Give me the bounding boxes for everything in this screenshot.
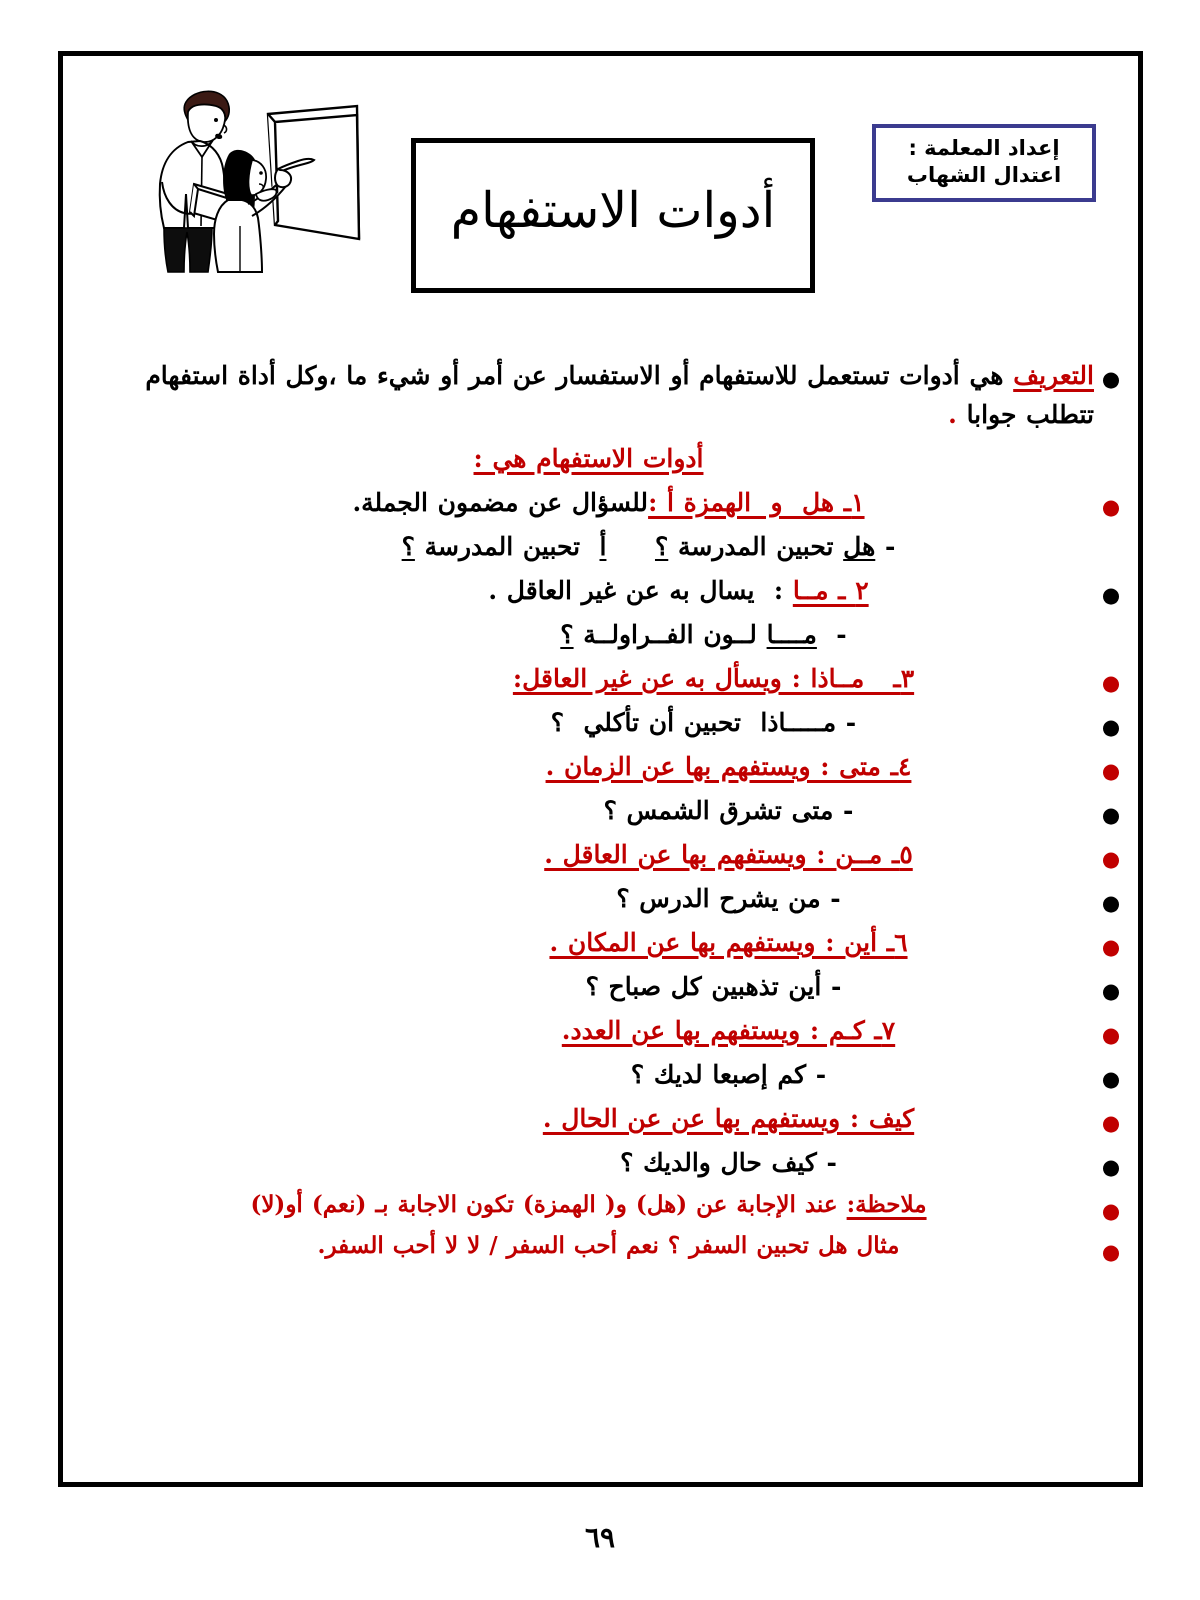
text-segment: - كم إصبعا لديك ؟ (630, 1060, 827, 1089)
text-segment: ٧ـ كـم : ويستفهم بها عن العدد. (561, 1016, 896, 1045)
lesson-line-text (83, 836, 1094, 874)
text-segment: . (948, 400, 957, 429)
text-segment: أ (599, 532, 607, 561)
text-segment: كيف : ويستفهم بها عن عن الحال . (542, 1104, 915, 1133)
lesson-line-tools-heading (63, 440, 1138, 478)
text-segment: لــون الفــراولــة (573, 620, 767, 649)
text-segment: مثال هل تحبين السفر ؟ نعم أحب السفر / لا لا أحب السفر. (317, 1231, 900, 1259)
lesson-line-text (83, 1056, 1094, 1094)
bullet-icon: ● (1101, 1199, 1121, 1223)
author-label: إعداد المعلمة : (908, 136, 1060, 160)
title-box (411, 138, 815, 293)
bullet-icon: ● (1101, 1023, 1121, 1047)
lesson-line-text (83, 1100, 1094, 1138)
text-segment: - (816, 620, 847, 649)
text-segment: ؟ (401, 532, 415, 561)
document-header (63, 56, 1138, 306)
bullet-icon: ● (1101, 759, 1121, 783)
lesson-line-text (83, 440, 1094, 478)
text-segment: ٥ـ مــن : ويستفهم بها عن العاقل . (544, 840, 913, 869)
text-segment: - أين تذهبين كل صباح ؟ (585, 972, 842, 1001)
author-name: اعتدال الشهاب (906, 162, 1062, 187)
page-border-frame (58, 51, 1143, 1487)
lesson-line-example-2 (63, 616, 1138, 654)
bullet-icon: ● (1101, 671, 1121, 695)
text-segment (606, 532, 655, 561)
lesson-line-text (83, 1188, 1094, 1223)
lesson-line-text (83, 792, 1094, 830)
lesson-line-example-1 (63, 528, 1138, 566)
bullet-icon: ● (1101, 935, 1121, 959)
lesson-line-note-example (63, 1229, 1138, 1264)
text-segment: - مـــــاذا تحبين أن تأكلي ؟ (550, 708, 857, 737)
text-segment: - متى تشرق الشمس ؟ (603, 796, 854, 825)
lesson-line-text (83, 528, 1094, 566)
text-segment: : يسال به عن غير العاقل . (488, 576, 793, 605)
lesson-line-text (83, 484, 1094, 522)
text-segment: التعريف (1013, 361, 1094, 390)
author-credit-box (872, 124, 1096, 202)
lesson-line-item-4-mata (63, 748, 1138, 786)
bullet-icon: ● (1101, 891, 1121, 915)
text-segment: - (875, 532, 896, 561)
page-content (63, 56, 1138, 1482)
bullet-icon: ● (1101, 1111, 1121, 1135)
bullet-icon: ● (1101, 803, 1121, 827)
lesson-line-example-8 (63, 1144, 1138, 1182)
lesson-line-item-3-matha (63, 660, 1138, 698)
lesson-line-text (83, 616, 1094, 654)
page-number: ٦٩ (584, 1521, 616, 1554)
bullet-icon: ● (1101, 1155, 1121, 1179)
text-segment: ٣ـ مــاذا : ويسأل به عن غير العاقل: (512, 664, 915, 693)
text-segment: ٢ ـ مــا (792, 576, 869, 605)
text-segment: تحبين المدرسة (414, 532, 600, 561)
lesson-line-item-1-hal-hamza (63, 484, 1138, 522)
lesson-line-text (83, 1229, 1094, 1264)
lesson-line-text (83, 748, 1094, 786)
lesson-line-note (63, 1188, 1138, 1223)
text-segment: عند الإجابة عن (هل) و( الهمزة) تكون الاجابة بـ (نعم) أو(لا) (250, 1191, 847, 1218)
lesson-line-example-6 (63, 968, 1138, 1006)
lesson-line-text (83, 924, 1094, 962)
bullet-icon: ● (1101, 583, 1121, 607)
lesson-line-text (83, 1012, 1094, 1050)
text-segment: للسؤال عن مضمون الجملة. (352, 488, 649, 517)
text-segment: ملاحظة: (846, 1191, 927, 1218)
bullet-icon: ● (1101, 979, 1121, 1003)
page-title: أدوات الاستفهام (450, 182, 776, 239)
lesson-line-text (83, 968, 1094, 1006)
bullet-icon: ● (1101, 367, 1121, 391)
text-segment: - من يشرح الدرس ؟ (616, 884, 841, 913)
lesson-body (63, 356, 1138, 1264)
text-segment: ٦ـ أين : ويستفهم بها عن المكان . (549, 928, 908, 957)
lesson-line-text (83, 1144, 1094, 1182)
lesson-line-example-7 (63, 1056, 1138, 1094)
lesson-line-item-2-ma (63, 572, 1138, 610)
lesson-line-item-5-man (63, 836, 1138, 874)
text-segment: مــــا (766, 620, 817, 649)
bullet-icon: ● (1101, 715, 1121, 739)
lesson-line-definition (63, 356, 1138, 434)
lesson-line-text (83, 880, 1094, 918)
text-segment: ؟ (654, 532, 669, 561)
text-segment: ؟ (560, 620, 574, 649)
lesson-line-item-8-kayfa (63, 1100, 1138, 1138)
text-segment: هل (843, 532, 876, 561)
lesson-line-text (83, 704, 1094, 742)
text-segment: تحبين المدرسة (668, 532, 844, 561)
text-segment: أدوات الاستفهام هي : (473, 444, 704, 473)
lesson-line-item-7-kam (63, 1012, 1138, 1050)
lesson-line-item-6-ayna (63, 924, 1138, 962)
lesson-line-example-5 (63, 880, 1138, 918)
text-segment: - كيف حال والديك ؟ (620, 1148, 837, 1177)
text-segment: ٤ـ متى : ويستفهم بها عن الزمان . (545, 752, 912, 781)
bullet-icon: ● (1101, 1067, 1121, 1091)
text-segment: ١ـ هل و الهمزة أ : (648, 488, 865, 517)
teacher-and-student-illustration (128, 76, 378, 276)
lesson-line-text (83, 660, 1094, 698)
bullet-icon: ● (1101, 1239, 1121, 1264)
lesson-line-text (83, 572, 1094, 610)
bullet-icon: ● (1101, 847, 1121, 871)
lesson-line-example-3 (63, 704, 1138, 742)
text-segment: هي أدوات تستعمل للاستفهام أو الاستفسار عن أمر أو شيء ما ،وكل أداة استفهام تتطلب جوابا (135, 361, 1094, 429)
bullet-icon: ● (1101, 495, 1121, 519)
lesson-line-text (83, 356, 1094, 434)
lesson-line-example-4 (63, 792, 1138, 830)
